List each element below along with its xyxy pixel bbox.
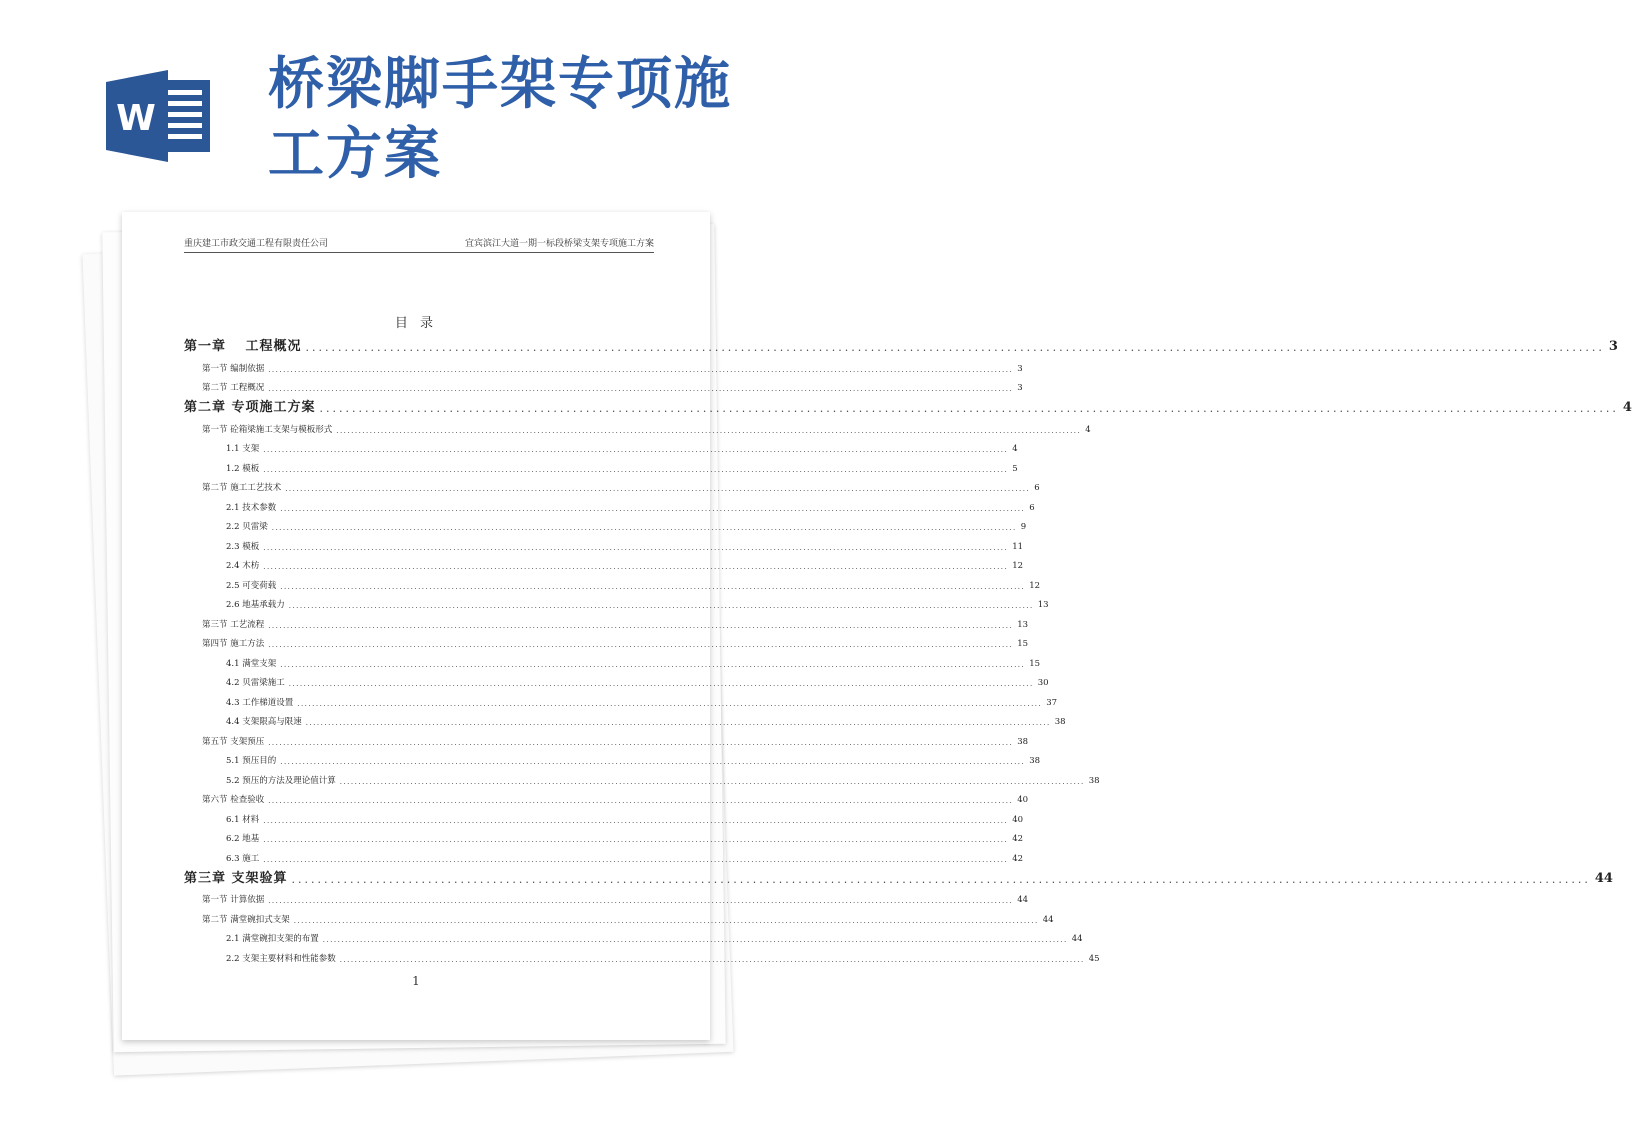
toc-entry-page: 40: [1012, 814, 1024, 825]
page-header: [184, 232, 654, 253]
toc-leader-dots: ........................................................................................................................................................................................................: [322, 936, 1068, 944]
toc-leader-dots: ........................................................................................................................................................................................................: [336, 426, 1082, 435]
word-logo-letter: W: [116, 98, 156, 139]
toc-leader-dots: ........................................................................................................................................................................................................: [288, 680, 1034, 688]
toc-entry-text: 2.5 可变荷载: [226, 580, 277, 591]
toc-entry[interactable]: [184, 332, 1618, 354]
toc-entry[interactable]: [184, 454, 1018, 474]
toc-entry[interactable]: [184, 925, 1083, 945]
toc-entry-text: 2.1 满堂碗扣支架的布置: [226, 934, 319, 944]
toc-entry-page: 4: [1012, 444, 1018, 454]
toc-entry-page: 13: [1037, 600, 1049, 610]
toc-entry[interactable]: [184, 649, 1041, 669]
toc-entry[interactable]: [184, 805, 1024, 825]
toc-title: 目 录: [394, 316, 438, 331]
word-logo-icon: [106, 70, 216, 162]
toc-leader-dots: ........................................................................................................................................................................................................: [297, 699, 1043, 708]
toc-entry[interactable]: [184, 474, 1040, 494]
toc-entry-text: 5.1 预压目的: [226, 756, 277, 766]
header-project: 宜宾滨江大道一期一标段桥梁支架专项施工方案: [464, 239, 654, 249]
toc-leader-dots: ........................................................................................................................................................................................................: [280, 758, 1026, 766]
toc-entry[interactable]: [184, 532, 1024, 552]
toc-entry-page: 15: [1029, 658, 1041, 669]
toc-entry-page: 3: [1017, 363, 1023, 374]
toc-leader-dots: ........................................................................................................................................................................................................: [291, 872, 1591, 886]
toc-entry-page: 3: [1608, 339, 1618, 354]
toc-leader-dots: ........................................................................................................................................................................................................: [268, 641, 1014, 649]
toc-leader-dots: ........................................................................................................................................................................................................: [339, 777, 1085, 786]
toc-entry-text: 第二章 专项施工方案: [184, 400, 316, 415]
toc-entry-page: 38: [1029, 756, 1041, 766]
toc-entry-text: 6.3 施工: [226, 853, 260, 864]
toc-leader-dots: ........................................................................................................................................................................................................: [305, 341, 1605, 354]
toc-entry-text: 2.2 贝雷梁: [226, 522, 268, 532]
toc-entry[interactable]: [184, 944, 1100, 964]
toc-leader-dots: ........................................................................................................................................................................................................: [285, 485, 1031, 493]
toc-entry[interactable]: [184, 354, 1023, 374]
toc-entry[interactable]: [184, 393, 1632, 415]
toc-entry-text: 第二节 工程概况: [202, 383, 265, 393]
toc-entry-page: 42: [1012, 853, 1024, 864]
toc-entry-text: 第一章 工程概况: [184, 339, 302, 354]
toc-entry-page: 9: [1020, 522, 1027, 532]
toc-entry-text: 4.2 贝雷梁施工: [226, 678, 285, 688]
toc-entry-text: 5.2 预压的方法及理论值计算: [226, 775, 336, 786]
header-company: 重庆建工市政交通工程有限责任公司: [184, 239, 329, 249]
document-page: [122, 212, 1632, 1040]
toc-entry[interactable]: [184, 435, 1018, 455]
toc-entry-text: 4.1 满堂支架: [226, 658, 277, 669]
toc-entry-text: 6.2 地基: [226, 834, 260, 844]
toc-entry-page: 38: [1017, 736, 1029, 747]
toc-entry[interactable]: [184, 786, 1029, 806]
toc-leader-dots: ........................................................................................................................................................................................................: [263, 836, 1009, 844]
toc-entry[interactable]: [184, 669, 1049, 689]
toc-entry[interactable]: [184, 905, 1054, 925]
toc-leader-dots: ........................................................................................................................................................................................................: [319, 402, 1619, 415]
toc-leader-dots: ........................................................................................................................................................................................................: [263, 543, 1009, 552]
toc-entry-page: 4: [1622, 400, 1632, 415]
toc-leader-dots: ........................................................................................................................................................................................................: [263, 855, 1009, 864]
toc-entry-text: 2.2 支架主要材料和性能参数: [226, 953, 336, 964]
toc-leader-dots: ........................................................................................................................................................................................................: [305, 719, 1051, 727]
toc-entry[interactable]: [184, 374, 1023, 394]
toc-leader-dots: ........................................................................................................................................................................................................: [293, 916, 1039, 925]
toc-entry-page: 12: [1012, 561, 1024, 571]
toc-entry-page: 30: [1037, 678, 1049, 688]
toc-entry[interactable]: [184, 864, 1613, 886]
toc-entry-page: 12: [1029, 580, 1041, 591]
toc-entry[interactable]: [184, 727, 1029, 747]
toc-entry-text: 6.1 材料: [226, 814, 260, 825]
document-title: 桥梁脚手架专项施工方案: [268, 52, 732, 187]
toc-leader-dots: ........................................................................................................................................................................................................: [268, 897, 1014, 905]
toc-entry[interactable]: [184, 688, 1058, 708]
toc-leader-dots: ........................................................................................................................................................................................................: [271, 524, 1017, 532]
toc-entry[interactable]: [184, 766, 1100, 786]
toc-entry-page: 38: [1054, 717, 1066, 727]
toc-entry[interactable]: [184, 886, 1029, 906]
toc-leader-dots: ........................................................................................................................................................................................................: [263, 465, 1009, 474]
toc-entry-page: 5: [1012, 463, 1018, 474]
toc-leader-dots: ........................................................................................................................................................................................................: [339, 955, 1085, 964]
toc-entry-page: 11: [1012, 541, 1024, 552]
toc-entry-page: 40: [1017, 795, 1029, 805]
toc-entry-page: 37: [1046, 697, 1058, 708]
toc-entry-page: 6: [1029, 502, 1035, 513]
toc-entry[interactable]: [184, 571, 1041, 591]
toc-leader-dots: ........................................................................................................................................................................................................: [268, 738, 1014, 747]
toc-entry[interactable]: [184, 747, 1041, 767]
toc-entry-text: 1.2 模板: [226, 463, 260, 474]
toc-entry-text: 4.3 工作梯道设置: [226, 697, 294, 708]
toc-entry-page: 3: [1017, 383, 1023, 393]
toc-entry-text: 第一节 砼箱梁施工支架与模板形式: [202, 424, 333, 435]
toc-entry[interactable]: [184, 591, 1049, 611]
toc-leader-dots: ........................................................................................................................................................................................................: [263, 563, 1009, 571]
toc-entry-page: 13: [1017, 619, 1029, 630]
toc-leader-dots: ........................................................................................................................................................................................................: [268, 365, 1014, 374]
toc-entry-text: 第四节 施工方法: [202, 639, 265, 649]
toc-leader-dots: ........................................................................................................................................................................................................: [268, 385, 1014, 393]
toc-entry-text: 第三节 工艺流程: [202, 619, 265, 630]
toc-entry-page: 45: [1088, 953, 1100, 964]
toc-entry[interactable]: [184, 493, 1035, 513]
table-of-contents: [184, 332, 1632, 964]
toc-entry-page: 44: [1017, 895, 1029, 905]
toc-entry-text: 4.4 支架限高与限速: [226, 717, 302, 727]
toc-entry-text: 2.1 技术参数: [226, 502, 277, 513]
toc-entry[interactable]: [184, 415, 1091, 435]
toc-leader-dots: ........................................................................................................................................................................................................: [280, 582, 1026, 591]
toc-leader-dots: ........................................................................................................................................................................................................: [263, 446, 1009, 454]
toc-entry[interactable]: [184, 610, 1029, 630]
toc-leader-dots: ........................................................................................................................................................................................................: [280, 504, 1026, 513]
toc-entry[interactable]: [184, 708, 1066, 728]
toc-entry-text: 第五节 支架预压: [202, 736, 265, 747]
toc-entry[interactable]: [184, 825, 1024, 845]
toc-leader-dots: ........................................................................................................................................................................................................: [288, 602, 1034, 610]
page-number: 1: [412, 974, 420, 988]
toc-entry-page: 44: [1042, 914, 1054, 925]
toc-entry-text: 1.1 支架: [226, 444, 260, 454]
toc-entry-page: 44: [1594, 870, 1613, 886]
toc-entry-page: 6: [1034, 483, 1040, 493]
toc-leader-dots: ........................................................................................................................................................................................................: [263, 816, 1009, 825]
toc-entry-page: 44: [1071, 934, 1083, 944]
toc-entry-text: 2.3 模板: [226, 541, 260, 552]
toc-entry-page: 42: [1012, 834, 1024, 844]
toc-leader-dots: ........................................................................................................................................................................................................: [280, 660, 1026, 669]
toc-entry-text: 第三章 支架验算: [184, 870, 288, 886]
toc-entry-text: 2.4 木枋: [226, 561, 260, 571]
toc-entry[interactable]: [184, 552, 1024, 572]
toc-entry[interactable]: [184, 630, 1029, 650]
toc-entry-page: 15: [1017, 639, 1029, 649]
toc-entry[interactable]: [184, 844, 1024, 864]
toc-entry[interactable]: [184, 513, 1027, 533]
toc-entry-text: 第六节 检查验收: [202, 795, 265, 805]
toc-leader-dots: ........................................................................................................................................................................................................: [268, 621, 1014, 630]
toc-entry-page: 38: [1088, 775, 1100, 786]
toc-leader-dots: ........................................................................................................................................................................................................: [268, 797, 1014, 805]
toc-entry-text: 第二节 满堂碗扣式支架: [202, 914, 290, 925]
toc-entry-text: 2.6 地基承载力: [226, 600, 285, 610]
toc-entry-page: 4: [1085, 424, 1091, 435]
toc-entry-text: 第一节 计算依据: [202, 895, 265, 905]
toc-entry-text: 第一节 编制依据: [202, 363, 265, 374]
toc-entry-text: 第二节 施工工艺技术: [202, 483, 282, 493]
